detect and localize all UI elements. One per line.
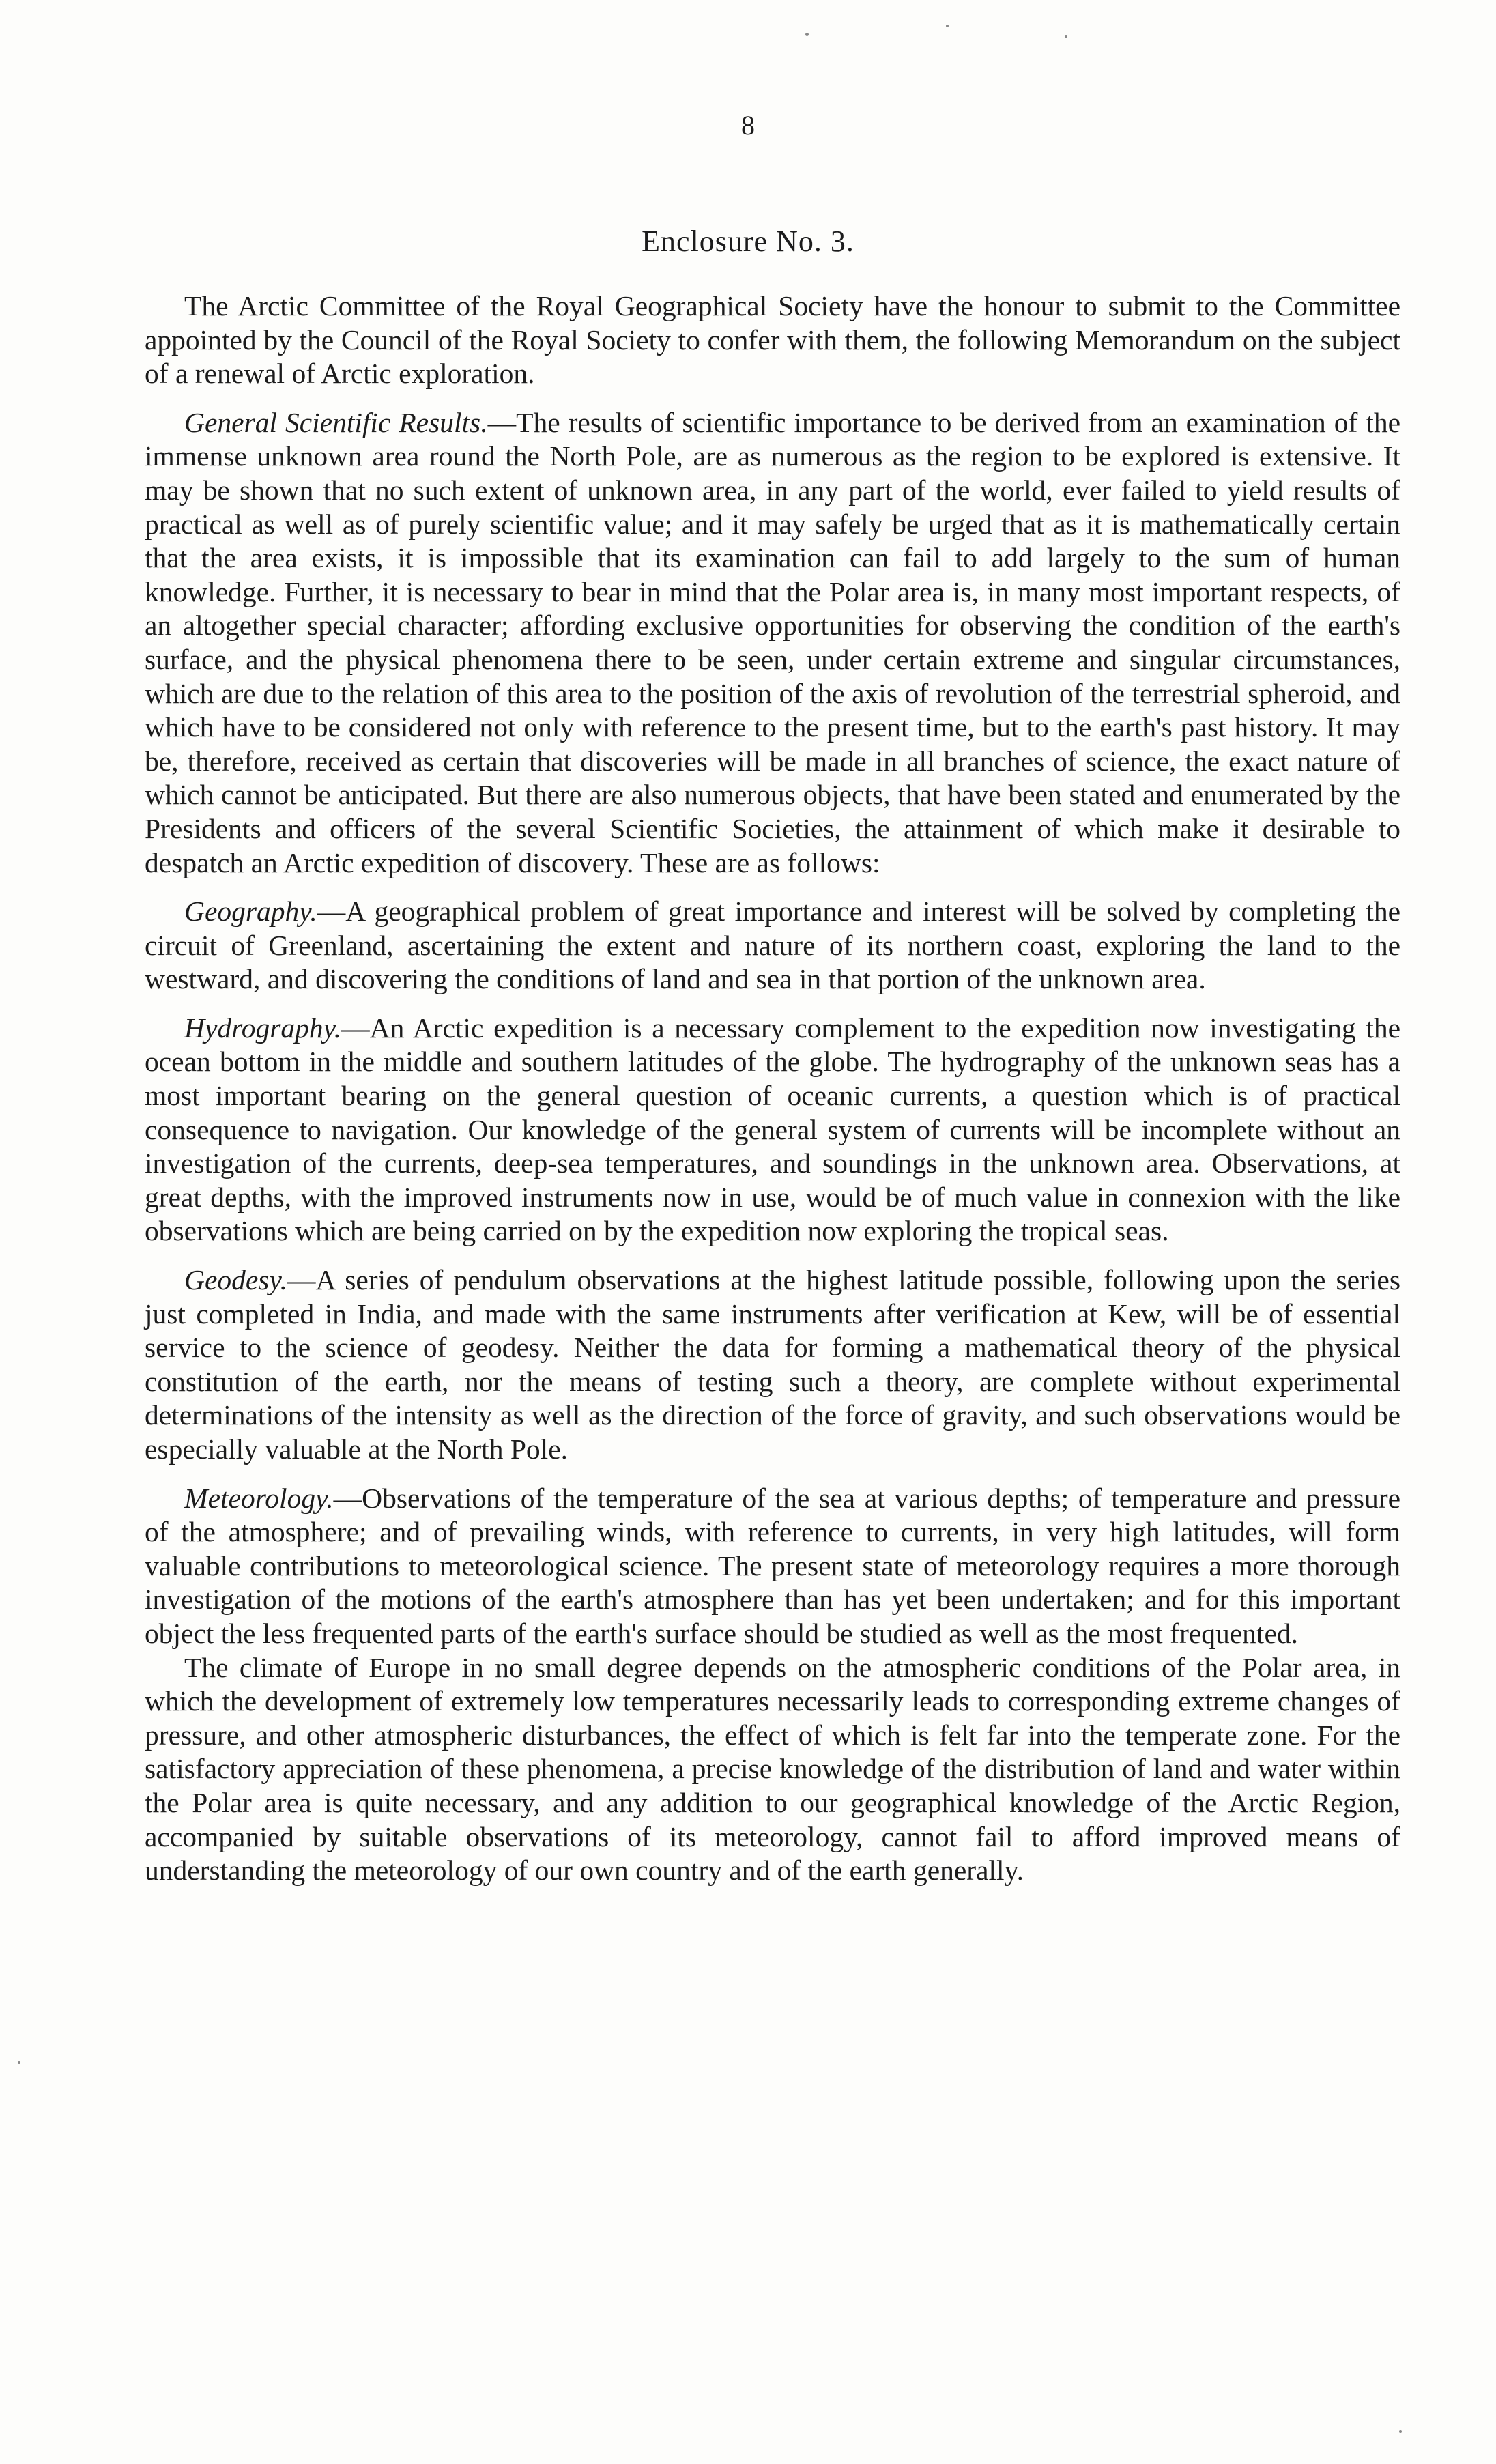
paragraph-text: —An Arctic expedition is a necessary complement to the expedition now investigating the ocean bottom in the middle and southern latitudes of the globe. The hydrography of the unknown seas has a most important bearing on the general question of oceanic currents, a question which is of practical consequence to navigation. Our knowledge of the general system of currents will be incomplete without an investigation of the currents, deep-sea temperatures, and soundings in the unknown area. Observations, at great depths, with the improved instruments now in use, would be of much value in connexion with the like observations which are being carried on by the expedition now exploring the tropical seas. [145, 1012, 1400, 1247]
paragraph-title: Geodesy. [184, 1264, 287, 1296]
paragraph-title: General Scientific Results. [184, 406, 488, 438]
paragraph-title: Geography. [184, 896, 317, 928]
paragraph-introduction [145, 289, 1400, 391]
paragraph-title: Hydrography. [184, 1012, 342, 1044]
paragraph-text: —Observations of the temperature of the sea at various depths; of temperature and pressure of the atmosphere; and of prevailing winds, with reference to currents, in very high latitudes, will form valuable contributions to meteorological science. The present state of meteorology requires a more thorough investigation of the motions of the earth's atmosphere than has yet been undertaken; and for this important object the less frequented parts of the earth's surface should be studied as well as the most frequented. [145, 1482, 1400, 1649]
paper-speck [1399, 2430, 1402, 2433]
paragraph-geodesy [145, 1263, 1400, 1467]
paragraph-text: The climate of Europe in no small degree depends on the atmospheric conditions of the Polar area, in which the development of extremely low temperatures necessarily leads to corresponding extreme changes of pressure, and other atmospheric disturbances, the effect of which is felt far into the temperate zone. For the satisfactory appreciation of these phenomena, a precise knowledge of the distribution of land and water within the Polar area is quite necessary, and any addition to our geographical knowledge of the Arctic Region, accompanied by suitable observations of its meteorology, cannot fail to afford improved means of understanding the meteorology of our own country and of the earth generally. [145, 1651, 1400, 1887]
paragraph-text: The Arctic Committee of the Royal Geographical Society have the honour to submit to the Committee appointed by the Council of the Royal Society to confer with them, the following Memorandum on the subject of a renewal of Arctic exploration. [145, 290, 1400, 390]
memorandum-body [145, 289, 1400, 1903]
paper-speck [1065, 35, 1067, 38]
paragraph-geography [145, 895, 1400, 997]
paragraph-climate-of-europe [145, 1651, 1400, 1888]
paragraph-text: —A series of pendulum observations at the highest latitude possible, following upon the series just completed in India, and made with the same instruments after verification at Kew, will be of essential service to the science of geodesy. Neither the data for forming a mathematical theory of the physical constitution of the earth, nor the means of testing such a theory, are complete without experimental determinations of the intensity as well as the direction of the force of gravity, and such observations would be especially valuable at the North Pole. [145, 1264, 1400, 1465]
paragraph-text: —A geographical problem of great importance and interest will be solved by completing the circuit of Greenland, ascertaining the extent and nature of its northern coast, exploring the land to the westward, and discovering the conditions of land and sea in that portion of the unknown area. [145, 896, 1400, 995]
paper-speck [946, 25, 949, 27]
page-number: 8 [741, 110, 755, 141]
paragraph-meteorology [145, 1482, 1400, 1651]
paragraph-general-scientific-results [145, 406, 1400, 880]
paper-speck [18, 2061, 20, 2064]
paragraph-title: Meteorology. [184, 1482, 334, 1514]
paragraph-text: —The results of scientific importance to be derived from an examination of the immense unknown area round the North Pole, are as numerous as the region to be explored is extensive. It may be shown that no such extent of unknown area, in any part of the world, ever failed to yield results of practical as well as of purely scientific value; and it may safely be urged that as it is mathematically certain that the area exists, it is impossible that its examination can fail to add largely to the sum of human knowledge. Further, it is necessary to bear in mind that the Polar area is, in many most important respects, of an altogether special character; affording exclusive opportunities for observing the condition of the earth's surface, and the physical phenomena there to be seen, under certain extreme and singular circumstances, which are due to the relation of this area to the position of the axis of revolution of the terrestrial spheroid, and which have to be considered not only with reference to the present time, but to the earth's past history. It may be, therefore, received as certain that discoveries will be made in all branches of science, the exact nature of which cannot be anticipated. But there are also numerous objects, that have been stated and enumerated by the Presidents and officers of the several Scientific Societies, the attainment of which make it desirable to despatch an Arctic expedition of discovery. These are as follows: [145, 406, 1400, 878]
paragraph-hydrography [145, 1012, 1400, 1248]
enclosure-heading: Enclosure No. 3. [642, 225, 854, 258]
paper-speck [805, 33, 809, 36]
